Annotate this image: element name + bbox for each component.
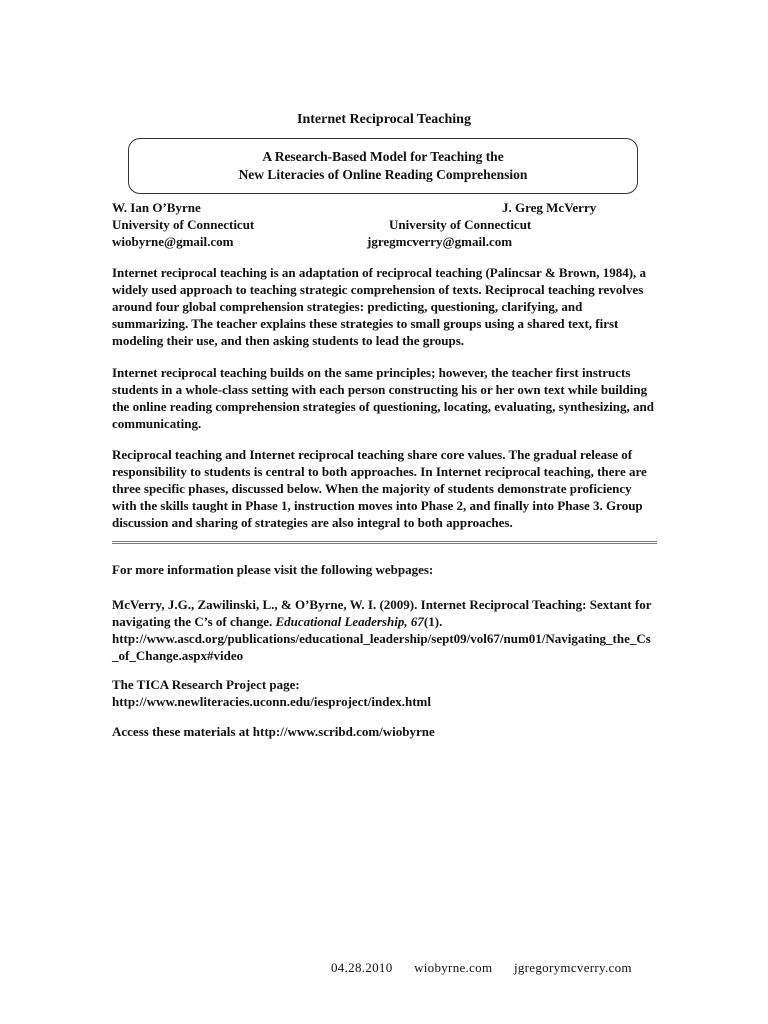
more-info-heading: For more information please visit the following webpages: (112, 562, 434, 577)
tica-label: The TICA Research Project page: (112, 677, 300, 692)
author-1 (112, 199, 254, 250)
subtitle-line-1: A Research-Based Model for Teaching the (262, 149, 504, 164)
author-university: University of Connecticut (112, 217, 255, 232)
author-block (112, 199, 612, 253)
reference-issue: (1). (423, 614, 443, 629)
author-name: J. Greg McVerry (502, 200, 597, 215)
author-name: W. Ian O’Byrne (112, 200, 201, 215)
subtitle-line-2: New Literacies of Online Reading Comprehension (238, 167, 528, 182)
footer-date: 04.28.2010 (331, 960, 393, 975)
reference-authors-title: McVerry, J.G., Zawilinski, L., & O’Byrne, W. I. (2009). Internet Reciprocal Teaching: Sextant for navigating the C’s of change. (112, 597, 652, 629)
reference-citation (112, 596, 657, 664)
paragraph: Internet reciprocal teaching builds on the same principles; however, the teacher first instructs students in a whole-class setting with each person constructing his or her own text while building the online reading comprehension strategies of questioning, locating, evaluating, synthesizing, and communicating. (112, 365, 654, 431)
subtitle-box (128, 138, 638, 194)
paragraph: Reciprocal teaching and Internet reciprocal teaching share core values. The gradual release of responsibility to students is central to both approaches. In Internet reciprocal teaching, there are three specific phases, discussed below. When the majority of students demonstrate proficiency with the skills taught in Phase 1, instruction moves into Phase 2, and finally into Phase 3. Group discussion and sharing of strategies are also integral to both approaches. (112, 447, 647, 530)
paragraph: Internet reciprocal teaching is an adaptation of reciprocal teaching (Palincsar & Brown, 1984), a widely used approach to teaching strategic comprehension of texts. Reciprocal teaching revolves around four global comprehension strategies: predicting, questioning, clarifying, and summarizing. The teacher explains these strategies to small groups using a shared text, first modeling their use, and then asking students to lead the groups. (112, 265, 647, 348)
author-university: University of Connecticut (389, 217, 532, 232)
horizontal-divider (112, 541, 657, 544)
author-email: jgregmcverry@gmail.com (367, 234, 513, 249)
tica-url-link[interactable]: http://www.newliteracies.uconn.edu/iesproject/index.html (112, 694, 431, 709)
reference-url-link[interactable]: http://www.ascd.org/publications/educational_leadership/sept09/vol67/num01/Navigating_the_Cs_of_Change.aspx#video (112, 631, 651, 663)
document-title: Internet Reciprocal Teaching (297, 112, 471, 127)
author-email: wiobyrne@gmail.com (112, 234, 234, 249)
author-2 (367, 199, 596, 250)
tica-section (112, 676, 657, 710)
access-materials-text: Access these materials at http://www.scribd.com/wiobyrne (112, 724, 435, 739)
reference-journal: Educational Leadership, 67 (275, 614, 424, 629)
footer-site-1[interactable]: wiobyrne.com (414, 960, 493, 975)
page-footer (331, 960, 632, 976)
footer-site-2[interactable]: jgregorymcverry.com (513, 960, 632, 975)
